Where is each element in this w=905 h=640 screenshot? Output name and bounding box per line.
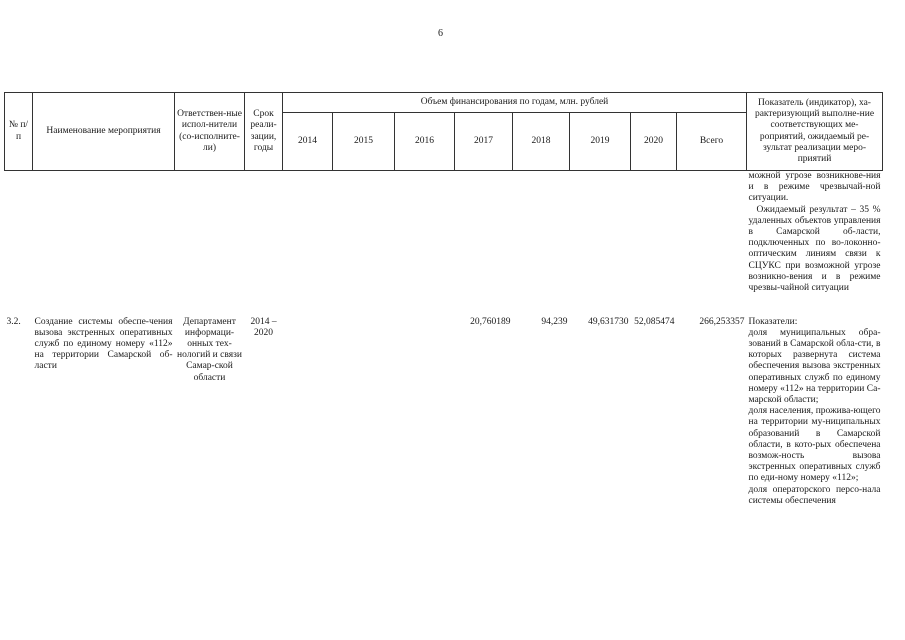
row-term: 2014 – 2020 — [250, 316, 277, 338]
row-value-2015 — [333, 317, 395, 507]
header-indicator: Показатель (индикатор), ха-рактеризующий выполне-ние соответствующих ме-роприятий, ожидаемый ре-зультат реализации меро-приятий — [747, 93, 883, 171]
continuation-text: можной угрозе возникнове-ния и в режиме чрезвычай-ной ситуации. — [748, 171, 881, 204]
header-year: 2016 — [395, 113, 455, 171]
row-total: 266,253357 — [699, 316, 745, 327]
row-indicator — [747, 317, 883, 507]
expected-result-text: Ожидаемый результат – 35 % удаленных объектов управления в Самарской об-ласти, подключенных по во-локонно-оптическим линиям связи к СЦУКС при возможной угрозе возникно-вения и в режиме чрезвы-чайной ситуации — [748, 204, 881, 294]
page-number: 6 — [438, 28, 443, 39]
row-value-2019: 49,631730 — [588, 316, 629, 327]
row-value-2020: 52,085474 — [634, 316, 675, 327]
header-executor: Ответствен-ные испол-нители (со-исполните-ли) — [175, 93, 245, 171]
indicator-item: доля операторского персо-нала системы обеспечения — [748, 484, 881, 506]
row-value-2018: 94,239 — [541, 316, 568, 327]
header-year: 2014 — [283, 113, 333, 171]
row-name: Создание системы обеспе-чения вызова экстренных оперативных служб по единому номеру «112» на территории Самарской об-ласти — [34, 316, 173, 372]
header-year: 2020 — [631, 113, 677, 171]
continuation-empty — [5, 171, 747, 317]
indicator-heading: Показатели: — [748, 316, 798, 327]
header-year: 2019 — [570, 113, 631, 171]
table-row — [5, 317, 883, 507]
header-term: Срок реали-зации, годы — [245, 93, 283, 171]
row-number: 3.2. — [6, 316, 21, 327]
header-funding: Объем финансирования по годам, млн. рублей — [283, 93, 747, 113]
header-year: 2015 — [333, 113, 395, 171]
row-executor: Департамент информаци-онных тех-нологий и связи Самар-ской области — [177, 316, 242, 383]
indicator-item: доля муниципальных обра-зований в Самарской обла-сти, в которых развернута система обеспечения вызова экстренных оперативных служб по единому номеру «112» на территории Са-марской области; — [748, 327, 881, 405]
header-num: № п/п — [5, 93, 33, 171]
row-value-2017: 20,760189 — [470, 316, 511, 327]
funding-table — [4, 92, 883, 507]
row-value-2016 — [395, 317, 455, 507]
header-total: Всего — [677, 113, 747, 171]
continuation-cell — [747, 171, 883, 317]
row-value-2014 — [283, 317, 333, 507]
indicator-item: доля населения, прожива-ющего на территории му-ниципальных образований в Самарской области, в кото-рых обеспечена возмож-ность вызова экстренных оперативных служб по еди-ному номеру «112»; — [748, 406, 881, 484]
header-name: Наименование мероприятия — [33, 93, 175, 171]
header-year: 2017 — [455, 113, 513, 171]
header-year: 2018 — [513, 113, 570, 171]
